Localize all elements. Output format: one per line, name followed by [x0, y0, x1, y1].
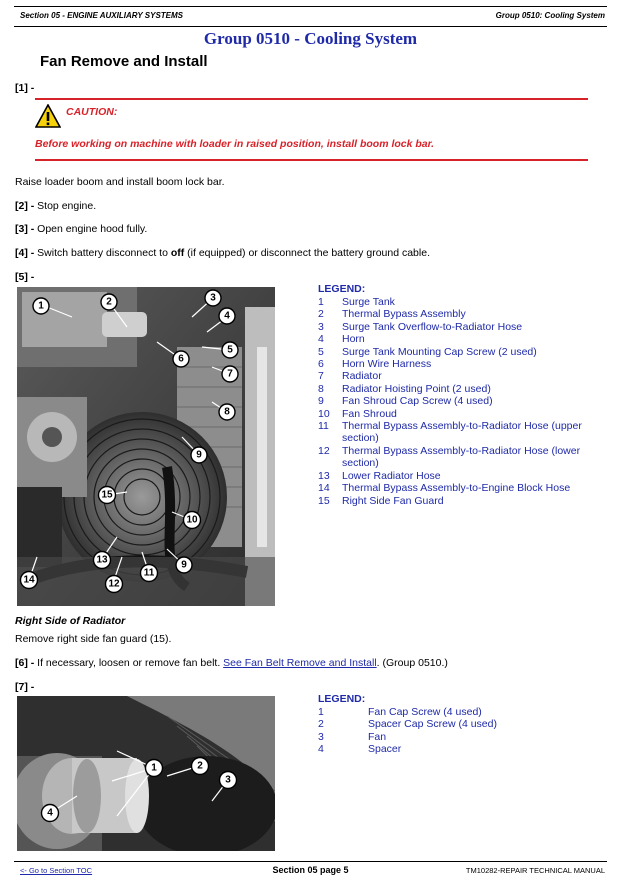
callout-9-upper	[191, 447, 207, 463]
step-5-text: Remove right side fan guard (15).	[15, 633, 172, 645]
step-2	[15, 200, 96, 212]
callout-7	[222, 366, 238, 382]
legend-item-number: 13	[318, 469, 330, 482]
legend-item-label: Horn Wire Harness	[342, 358, 432, 371]
legend-item-label: Right Side Fan Guard	[342, 494, 444, 507]
step-3	[15, 223, 147, 235]
legend-item-label: Surge Tank Mounting Cap Screw (2 used)	[342, 345, 537, 358]
legend-item	[318, 718, 593, 730]
callout-label: 8	[224, 406, 230, 418]
legend-item	[318, 420, 593, 445]
legend-item-number: 7	[318, 370, 324, 383]
callout-4	[42, 805, 59, 822]
callout-label: 2	[106, 296, 112, 308]
radiator-photo	[17, 287, 275, 606]
step-4-text-bold: off	[170, 247, 185, 259]
legend-item-label: Spacer	[368, 743, 402, 756]
callout-11	[141, 565, 158, 582]
legend-item	[318, 346, 593, 358]
legend-item-number: 1	[318, 296, 324, 308]
legend-item	[318, 370, 593, 382]
callout-3	[205, 290, 221, 306]
legend-item	[318, 495, 593, 507]
step-4-number: [4] -	[15, 247, 35, 259]
footer-rule	[14, 861, 607, 862]
caution-text: Before working on machine with loader in raised position, install boom lock bar.	[35, 138, 435, 150]
legend-item	[318, 470, 593, 482]
header-top-rule	[14, 6, 607, 7]
callout-14	[21, 572, 38, 589]
callout-label: 1	[151, 762, 157, 774]
legend-item-label: Surge Tank Overflow-to-Radiator Hose	[342, 320, 523, 333]
legend-radiator	[318, 283, 593, 507]
step-1-number: [1] -	[15, 82, 35, 94]
legend-item	[318, 333, 593, 345]
legend-item-number: 4	[318, 333, 324, 346]
group-title: Group 0510 - Cooling System	[203, 29, 418, 48]
callout-12	[106, 576, 123, 593]
legend-fan	[318, 693, 593, 756]
step-2-text: Stop engine.	[37, 200, 97, 212]
callout-5	[222, 342, 238, 358]
step-6-text-pre: If necessary, loosen or remove fan belt.	[37, 657, 224, 669]
legend-item	[318, 445, 593, 470]
fan-belt-link[interactable]: See Fan Belt Remove and Install	[223, 657, 377, 669]
callout-label: 10	[186, 514, 198, 526]
callout-label: 3	[210, 292, 216, 304]
step-2-number: [2] -	[15, 200, 35, 212]
legend-item-number: 5	[318, 345, 324, 358]
legend-item-label: Spacer Cap Screw (4 used)	[368, 718, 497, 731]
legend-title: LEGEND:	[318, 283, 366, 295]
legend-item	[318, 383, 593, 395]
header-bottom-rule	[14, 26, 607, 27]
callout-label: 9	[196, 449, 202, 461]
step-6-number: [6] -	[15, 657, 35, 669]
step-4-text-pre: Switch battery disconnect to	[37, 247, 171, 259]
legend-item-number: 6	[318, 358, 324, 371]
step-4	[15, 247, 430, 259]
legend-item-label: Surge Tank	[342, 296, 395, 308]
callout-label: 4	[47, 807, 53, 819]
callout-label: 12	[108, 578, 120, 590]
legend-item-label: Thermal Bypass Assembly	[342, 308, 466, 321]
callout-9-lower	[176, 557, 192, 573]
fan-photo	[17, 696, 275, 851]
step-3-text: Open engine hood fully.	[37, 223, 148, 235]
legend-item-number: 14	[318, 482, 330, 495]
caution-bottom-rule	[35, 159, 588, 161]
legend-item-number: 8	[318, 382, 324, 395]
legend-item-number: 2	[318, 308, 324, 321]
legend-item-label: Fan	[368, 730, 387, 743]
photo-caption: Right Side of Radiator	[15, 615, 126, 627]
legend-item	[318, 731, 593, 743]
caution-label: CAUTION:	[66, 106, 118, 118]
callout-label: 14	[23, 574, 35, 586]
callout-label: 3	[225, 774, 231, 786]
callout-8	[219, 404, 235, 420]
legend-item	[318, 308, 593, 320]
callout-4	[219, 308, 235, 324]
legend-item-label: Radiator	[342, 370, 382, 383]
header-section-label: Section 05 - ENGINE AUXILIARY SYSTEMS	[20, 11, 183, 20]
legend-item-label: Fan Cap Screw (4 used)	[368, 706, 482, 718]
callout-2	[192, 758, 209, 775]
callout-1	[146, 760, 163, 777]
step-1-text: Raise loader boom and install boom lock bar.	[15, 176, 225, 188]
callout-3	[220, 772, 237, 789]
callout-label: 15	[101, 489, 113, 501]
callout-label: 13	[96, 554, 108, 566]
legend-item-number: 3	[318, 320, 324, 333]
section-toc-link[interactable]: <- Go to Section TOC	[20, 866, 93, 875]
legend-item	[318, 358, 593, 370]
callout-label: 2	[197, 760, 203, 772]
callout-6	[173, 351, 189, 367]
legend-item-number: 12	[318, 444, 330, 457]
callout-label: 11	[143, 567, 155, 579]
callout-label: 4	[224, 310, 230, 322]
legend-item-number: 10	[318, 407, 330, 420]
legend-item	[318, 296, 593, 308]
legend-item-number: 11	[318, 420, 329, 433]
step-6	[15, 657, 448, 669]
legend-item	[318, 321, 593, 333]
legend-item-label: Thermal Bypass Assembly-to-Radiator Hose (lower section)	[342, 444, 581, 470]
step-4-text-post: (if equipped) or disconnect the battery ground cable.	[184, 247, 430, 259]
legend-item-number: 9	[318, 395, 324, 408]
legend-item-label: Radiator Hoisting Point (2 used)	[342, 382, 491, 395]
header-group-label: Group 0510: Cooling System	[495, 11, 605, 20]
legend-item-label: Fan Shroud	[342, 407, 397, 420]
callout-label: 6	[178, 353, 184, 365]
step-3-number: [3] -	[15, 223, 35, 235]
legend-item-label: Thermal Bypass Assembly-to-Radiator Hose (upper section)	[342, 420, 582, 445]
callout-label: 7	[227, 368, 233, 380]
legend-item-label: Fan Shroud Cap Screw (4 used)	[342, 395, 493, 408]
legend-item-number: 3	[318, 730, 324, 743]
legend-item-number: 4	[318, 743, 324, 756]
callout-10	[184, 512, 201, 529]
legend-item-number: 15	[318, 494, 330, 507]
legend-item-label: Horn	[342, 333, 365, 346]
callout-15	[99, 487, 116, 504]
step-6-text-post: . (Group 0510.)	[376, 657, 448, 669]
footer-page-label: Section 05 page 5	[272, 865, 349, 875]
section-title: Fan Remove and Install	[40, 53, 208, 70]
callout-label: 1	[38, 300, 44, 312]
callout-label: 5	[227, 344, 233, 356]
step-5-number: [5] -	[15, 271, 35, 283]
callout-2	[101, 294, 117, 310]
warning-icon	[35, 104, 61, 131]
callout-1	[33, 298, 49, 314]
legend-item	[318, 408, 593, 420]
callout-label: 9	[181, 559, 187, 571]
step-7-number: [7] -	[15, 681, 35, 693]
legend-title: LEGEND:	[318, 693, 366, 705]
legend-item-label: Lower Radiator Hose	[342, 469, 441, 482]
footer-manual-label: TM10282-REPAIR TECHNICAL MANUAL	[465, 866, 605, 875]
legend-item	[318, 395, 593, 407]
legend-item	[318, 706, 593, 718]
legend-item-label: Thermal Bypass Assembly-to-Engine Block Hose	[342, 482, 571, 495]
callout-13	[94, 552, 111, 569]
legend-item	[318, 743, 593, 755]
legend-item-number: 1	[318, 706, 324, 718]
caution-top-rule	[35, 98, 588, 100]
legend-item-number: 2	[318, 718, 324, 731]
legend-item	[318, 482, 593, 494]
